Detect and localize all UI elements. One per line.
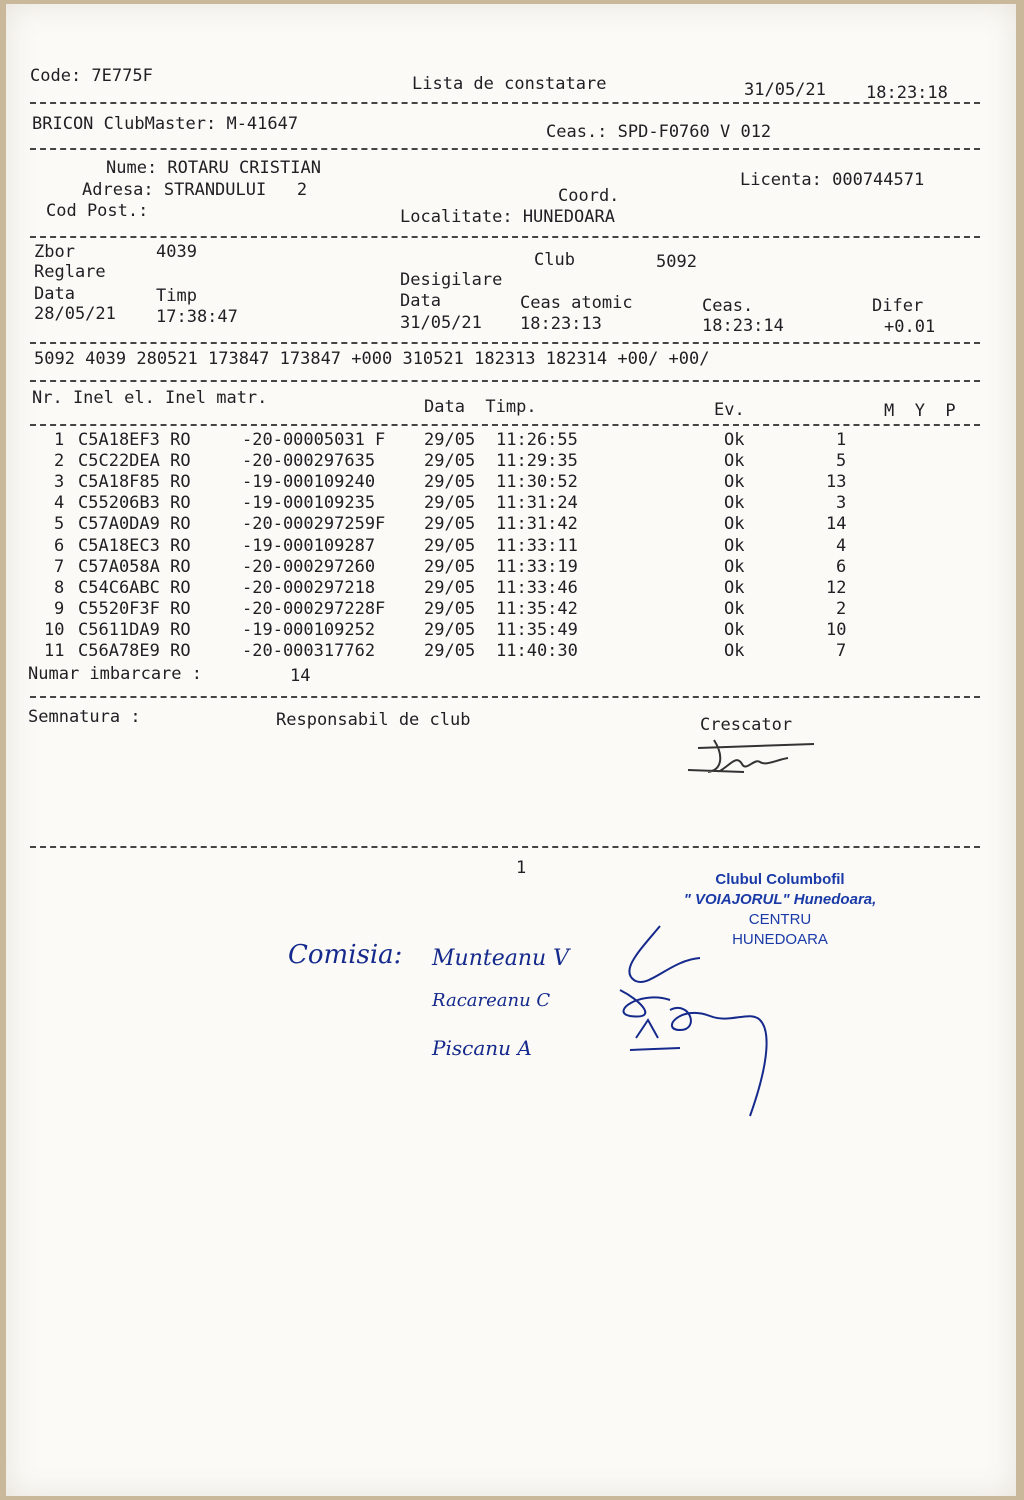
registration-ring: -20-000297218: [242, 577, 376, 598]
atomic-clock-label: Ceas atomic: [520, 293, 633, 313]
arrival-date: 29/05: [424, 556, 476, 577]
divider: [30, 102, 980, 104]
col-header-rings: Nr. Inel el. Inel matr.: [32, 388, 268, 408]
coord-label: Coord.: [558, 186, 620, 206]
position: 6: [836, 556, 847, 577]
table-row: [0, 555, 1024, 576]
divider: [30, 148, 980, 150]
arrival-date: 29/05: [424, 641, 476, 661]
row-number: 4: [54, 493, 65, 514]
arrival-time: 11:29:35: [496, 451, 578, 472]
desigilare-label: Desigilare: [400, 270, 503, 290]
stamp-line-4: HUNEDOARA: [732, 931, 828, 948]
arrival-time: 11:30:52: [496, 472, 578, 493]
divider: [30, 342, 980, 344]
position: 12: [826, 577, 847, 598]
table-row: [0, 430, 1024, 451]
event-status: Ok: [724, 430, 745, 450]
electronic-ring: C5A18EF3 RO: [78, 430, 191, 450]
position: 1: [836, 430, 847, 450]
stamp-line-1: Clubul Columbofil: [715, 871, 845, 888]
desigilare-date: 31/05/21: [400, 313, 482, 333]
divider: [30, 696, 980, 698]
registration-ring: -19-000109235: [242, 493, 376, 514]
event-status: Ok: [724, 556, 745, 577]
electronic-ring: C54C6ABC RO: [78, 577, 191, 598]
row-number: 5: [54, 514, 65, 535]
registration-ring: -20-00005031 F: [242, 430, 386, 450]
table-row: [0, 534, 1024, 555]
document-page: [6, 4, 1016, 1496]
code-label: Code: 7E775F: [30, 66, 153, 86]
commission-member-2: Racareanu C: [432, 990, 551, 1011]
locality: Localitate: HUNEDOARA: [400, 207, 615, 227]
boarding-count-label: Numar imbarcare :: [28, 664, 202, 684]
position: 4: [836, 535, 847, 556]
difference-label: Difer: [872, 296, 924, 316]
arrival-date: 29/05: [424, 514, 476, 535]
position: 10: [826, 619, 847, 640]
code-line: 5092 4039 280521 173847 173847 +000 310521 182313 182314 +00/ +00/: [34, 349, 710, 369]
arrival-date: 29/05: [424, 577, 476, 598]
electronic-ring: C56A78E9 RO: [78, 641, 191, 661]
reglare-time-label: Timp: [156, 286, 197, 306]
breeder-signature: [684, 736, 824, 780]
arrival-date: 29/05: [424, 493, 476, 514]
divider: [30, 424, 980, 426]
electronic-ring: C55206B3 RO: [78, 493, 191, 514]
clock-label: Ceas.: [702, 296, 754, 316]
flight-label: Zbor: [34, 242, 75, 262]
table-row: [0, 472, 1024, 493]
position: 3: [836, 493, 847, 514]
event-status: Ok: [724, 451, 745, 472]
arrival-time: 11:31:42: [496, 514, 578, 535]
event-status: Ok: [724, 493, 745, 514]
arrival-date: 29/05: [424, 430, 476, 450]
stamp-line-2: " VOIAJORUL" Hunedoara,: [683, 891, 877, 908]
electronic-ring: C57A058A RO: [78, 556, 191, 577]
document-title: Lista de constatare: [412, 74, 607, 94]
table-row: [0, 596, 1024, 617]
difference-value: +0.01: [884, 317, 936, 337]
event-status: Ok: [724, 641, 745, 661]
registration-ring: -19-000109240: [242, 472, 376, 493]
divider: [30, 380, 980, 382]
boarding-count: 14: [290, 666, 311, 686]
position: 7: [836, 641, 847, 661]
signature-label: Semnatura :: [28, 707, 141, 727]
commission-member-1: Munteanu V: [432, 946, 570, 971]
row-number: 8: [54, 577, 65, 598]
clock-time: 18:23:14: [702, 316, 784, 336]
electronic-ring: C5C22DEA RO: [78, 451, 191, 472]
col-header-myp: M Y P: [884, 401, 956, 421]
col-header-date-time: Data Timp.: [424, 397, 537, 417]
registration-ring: -19-000109287: [242, 535, 376, 556]
reglare-date-label: Data: [34, 284, 75, 304]
owner-address: Adresa: STRANDULUI 2: [82, 180, 308, 200]
registration-ring: -19-000109252: [242, 619, 376, 640]
header-date: 31/05/21: [744, 80, 826, 100]
reglare-label: Reglare: [34, 262, 106, 282]
commission-member-3: Piscanu A: [432, 1036, 532, 1060]
position: 5: [836, 451, 847, 472]
arrival-date: 29/05: [424, 619, 476, 640]
table-row: [0, 513, 1024, 534]
arrival-date: 29/05: [424, 451, 476, 472]
arrival-time: 11:35:42: [496, 598, 578, 619]
arrival-date: 29/05: [424, 472, 476, 493]
electronic-ring: C57A0DA9 RO: [78, 514, 191, 535]
atomic-clock-time: 18:23:13: [520, 314, 602, 334]
commission-signatures: [600, 920, 800, 1120]
header-time: 18:23:18: [866, 83, 948, 103]
position: 2: [836, 598, 847, 619]
event-status: Ok: [724, 577, 745, 598]
row-number: 7: [54, 556, 65, 577]
arrival-time: 11:35:49: [496, 619, 578, 640]
flight-number: 4039: [156, 242, 197, 262]
row-number: 10: [44, 619, 65, 640]
electronic-ring: C5611DA9 RO: [78, 619, 191, 640]
table-row: [0, 492, 1024, 513]
divider: [30, 846, 980, 848]
postal-code-label: Cod Post.:: [46, 201, 149, 221]
row-number: 6: [54, 535, 65, 556]
clock-id: Ceas.: SPD-F0760 V 012: [546, 122, 772, 142]
position: 13: [826, 472, 847, 493]
arrival-time: 11:26:55: [496, 430, 578, 450]
position: 14: [826, 514, 847, 535]
registration-ring: -20-000297259F: [242, 514, 386, 535]
row-number: 2: [54, 451, 65, 472]
registration-ring: -20-000317762: [242, 641, 376, 661]
club-label: Club: [534, 250, 575, 270]
event-status: Ok: [724, 514, 745, 535]
electronic-ring: C5A18F85 RO: [78, 472, 191, 493]
col-header-ev: Ev.: [714, 400, 745, 420]
registration-ring: -20-000297228F: [242, 598, 386, 619]
clubmaster-id: BRICON ClubMaster: M-41647: [32, 114, 299, 134]
owner-name: Nume: ROTARU CRISTIAN: [106, 158, 321, 178]
event-status: Ok: [724, 598, 745, 619]
page-number: 1: [516, 858, 527, 878]
breeder-label: Crescator: [700, 715, 793, 735]
arrival-time: 11:33:11: [496, 535, 578, 556]
club-number: 5092: [656, 252, 697, 272]
arrival-time: 11:33:19: [496, 556, 578, 577]
event-status: Ok: [724, 619, 745, 640]
table-row: [0, 617, 1024, 638]
row-number: 1: [54, 430, 65, 450]
row-number: 3: [54, 472, 65, 493]
arrival-date: 29/05: [424, 598, 476, 619]
electronic-ring: C5A18EC3 RO: [78, 535, 191, 556]
arrival-time: 11:40:30: [496, 641, 578, 661]
arrival-date: 29/05: [424, 535, 476, 556]
reglare-date: 28/05/21: [34, 304, 116, 324]
license-number: Licenta: 000744571: [740, 170, 925, 190]
event-status: Ok: [724, 535, 745, 556]
table-row: [0, 638, 1024, 659]
desigilare-date-label: Data: [400, 291, 441, 311]
divider: [30, 236, 980, 238]
event-status: Ok: [724, 472, 745, 493]
commission-label: Comisia:: [288, 940, 403, 970]
row-number: 9: [54, 598, 65, 619]
club-responsible-label: Responsabil de club: [276, 710, 471, 730]
stamp-line-3: CENTRU: [748, 911, 812, 928]
registration-ring: -20-000297635: [242, 451, 376, 472]
arrival-time: 11:31:24: [496, 493, 578, 514]
table-row: [0, 451, 1024, 472]
electronic-ring: C5520F3F RO: [78, 598, 191, 619]
row-number: 11: [44, 641, 65, 661]
table-row: [0, 576, 1024, 597]
registration-ring: -20-000297260: [242, 556, 376, 577]
arrival-time: 11:33:46: [496, 577, 578, 598]
reglare-time: 17:38:47: [156, 307, 238, 327]
